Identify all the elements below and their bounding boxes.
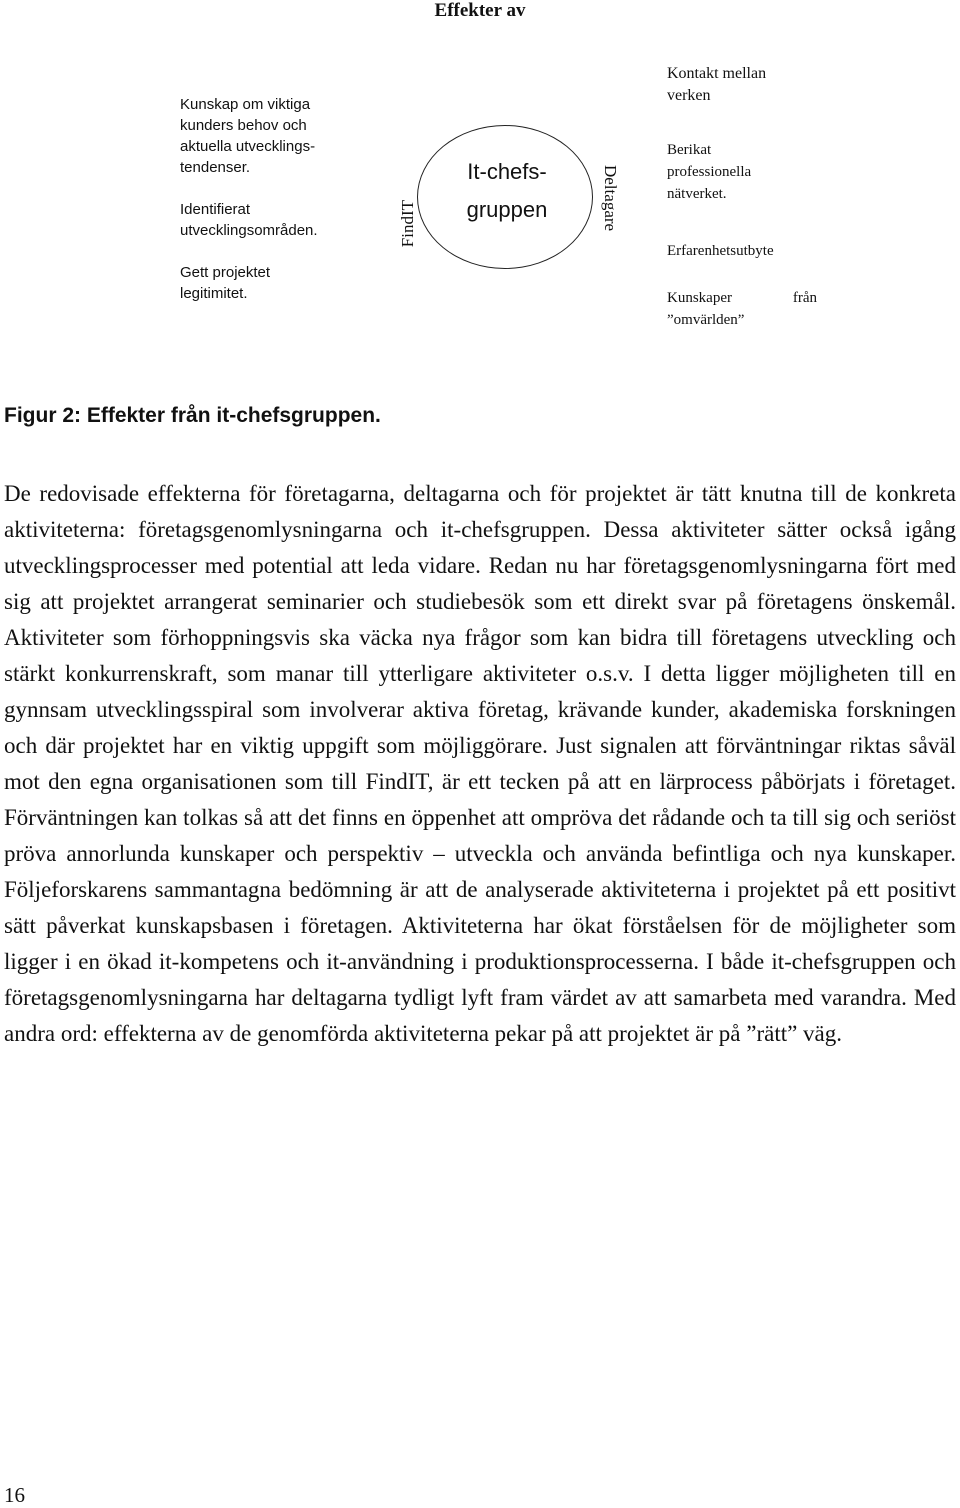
- deltagare-label: Deltagare: [601, 165, 620, 232]
- page-number: 16: [4, 1483, 25, 1507]
- effect-note-development-areas: Identifierat utvecklingsområden.: [180, 201, 318, 239]
- effect-note-legitimacy: Gett projektet legitimitet.: [180, 264, 271, 302]
- effect-note-knowledge: Kunskap om viktiga kunders behov och aktuella utvecklings-tendenser.: [180, 96, 316, 176]
- effect-note-network: Berikat professionella nätverket.: [667, 142, 752, 202]
- page-title: Effekter av: [434, 0, 526, 21]
- findit-label: FindIT: [398, 200, 417, 248]
- figure-caption: Figur 2: Effekter från it-chefsgruppen.: [4, 404, 381, 427]
- effect-note-contact: Kontakt mellan verken: [667, 65, 767, 104]
- effect-note-experience: Erfarenhetsutbyte: [667, 243, 774, 259]
- circle-label: It-chefs- gruppen: [466, 159, 548, 222]
- effect-note-external-knowledge: Kunskaper från ”omvärlden”: [667, 290, 817, 328]
- body-paragraph: De redovisade effekterna för företagarna, deltagarna och för projektet är tätt knutna till de konkreta aktiviteterna: företagsgenomlysningarna och it-chefsgruppen. Dessa aktiviteter sätter också igång utvecklingsprocesser med potential att leda vidare. Redan nu har företagsgenomlysningarna fört med sig att projektet arrangerat seminarier och studiebesök som ett direkt svar på företagens önskemål. Aktiviteter som förhoppningsvis ska väcka nya frågor som kan bidra till företagens utveckling och stärkt konkurrenskraft, som manar till ytterligare aktiviteter o.s.v. I detta ligger möjligheten till en gynnsam utvecklingsspiral som involverar aktiva företag, krävande kunder, akademiska forskningen och där projektet har en viktig uppgift som möjliggörare. Just signalen att förväntningar riktas såväl mot den egna organisationen som till FindIT, är ett tecken på att en lärprocess påbörjats i företaget. Förväntningen kan tolkas så att det finns en öppenhet att ompröva det rådande och ta till sig och seriöst pröva annorlunda kunskaper och perspektiv – utveckla och använda befintliga och nya kunskaper. Följeforskarens sammantagna bedömning är att de analyserade aktiviteterna i projektet på ett positivt sätt påverkat kunskapsbasen i företagen. Aktiviteterna har ökat förståelsen för de möjligheter som ligger i en ökad it-kompetens och it-användning i produktionsprocesserna. I både it-chefsgruppen och företagsgenomlysningarna har deltagarna tydligt lyft fram värdet av att samarbeta med varandra. Med andra ord: effekterna av de genomförda aktiviteterna pekar på att projektet är på ”rätt” väg.: [4, 481, 956, 1046]
